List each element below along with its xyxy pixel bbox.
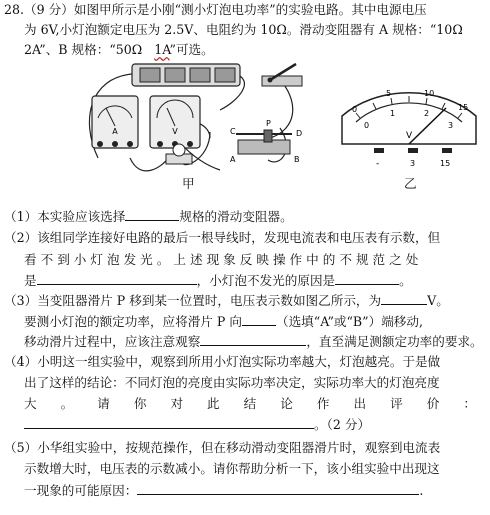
q4-word: 出 (353, 396, 367, 411)
rheostat (230, 119, 302, 164)
q1-blank[interactable] (125, 208, 179, 221)
q1 (4, 208, 293, 225)
intro-text-3c: ”可选。 (169, 42, 214, 57)
voltmeter (150, 96, 200, 148)
q4-word: 大 (24, 396, 37, 411)
q1-text-a: （1）本实验应该选择 (4, 209, 126, 224)
q2-line-1: （2）该组同学连接好电路的最后一根导线时，发现电流表和电压表有示数，但 (4, 230, 441, 245)
svg-text:C: C (230, 127, 236, 136)
svg-text:P: P (266, 119, 271, 128)
svg-text:B: B (294, 155, 300, 164)
q5-text-a: 一现象的可能原因： (24, 483, 138, 498)
q4-word: 你 (133, 396, 147, 411)
svg-text:A: A (230, 155, 236, 164)
q4-word: 作 (316, 396, 330, 411)
q4-word: ： (463, 396, 476, 411)
scale-lower-1: 1 (390, 109, 396, 118)
intro-line-3 (24, 42, 214, 58)
figure-jia-circuit (70, 60, 320, 200)
q4-word: 价 (426, 396, 440, 411)
q4-word: 请 (97, 396, 110, 411)
q4-blank[interactable] (24, 416, 314, 429)
q3-text-e: 移动滑片过程中，应该注意观察 (24, 334, 201, 349)
q3-blank-1[interactable] (381, 292, 427, 305)
scale-lower-2: 2 (424, 109, 430, 118)
q3-text-c: 要测小灯泡的额定功率，应将滑片 P 向 (24, 314, 242, 329)
scale-upper-5: 5 (386, 89, 392, 98)
q3-line-3 (24, 333, 483, 350)
q4-word: 。 (60, 396, 74, 411)
q4-line-4 (24, 416, 370, 433)
figure-yi-caption: 乙 (404, 176, 417, 191)
q3-line-1 (4, 292, 449, 309)
q4-word: 评 (390, 396, 403, 411)
ammeter (92, 96, 138, 148)
terminal-minus: - (376, 159, 380, 169)
q2-text-b: ，小灯泡不发光的原因是 (196, 273, 336, 288)
q2-line-3 (24, 272, 412, 289)
q4-word: 此 (207, 396, 220, 411)
q5-line-1: （5）小华组实验中，按规范操作，但在移动滑动变阻器滑片时，观察到电流表 (4, 440, 441, 455)
scale-lower-3: 3 (448, 121, 454, 130)
q3-blank-3[interactable] (200, 333, 306, 346)
q2-line-2: 看 不 到 小 灯 泡 发 光 。 上 述 现 象 反 映 操 作 中 的 不 规 范 之 处 (24, 252, 419, 267)
q2-text-a: 是 (24, 273, 37, 288)
q5-blank[interactable] (137, 482, 419, 495)
q3-text-f: ，直至满足测额定功率的要求。 (306, 334, 483, 349)
problem-number: 28. (4, 2, 25, 17)
q5-line-2: 示数增大时，电压表的示数减小。请你帮助分析一下，该小组实验中出现这 (24, 461, 440, 476)
q3-text-a: （3）当变阻器滑片 P 移到某一位置时，电压表示数如图乙所示，为 (4, 293, 382, 308)
q5-line-3 (24, 482, 423, 499)
svg-text:A: A (112, 127, 118, 136)
q2-blank-2[interactable] (335, 272, 399, 285)
switch (262, 64, 302, 86)
scale-upper-10: 10 (424, 89, 435, 98)
q4-word: 论 (280, 396, 293, 411)
figure-yi-voltmeter (334, 82, 484, 172)
problem-score: （9 分） (24, 2, 74, 17)
intro-line-1 (4, 2, 427, 18)
q2-blank-1[interactable] (37, 272, 197, 285)
q3-line-2 (24, 313, 423, 330)
q3-text-b: V。 (427, 293, 449, 308)
intro-line-2: 为 6V,小灯泡额定电压为 2.5V、电阻约为 10Ω。滑动变阻器有 A 规格：“10Ω (24, 22, 463, 37)
figure-jia-caption: 甲 (182, 176, 195, 191)
terminal-3: 3 (410, 159, 416, 168)
scale-upper-0: 0 (352, 105, 358, 114)
scale-lower-0: 0 (364, 121, 370, 130)
q1-text-b: 规格的滑动变阻器。 (179, 209, 293, 224)
q4-line-3 (24, 396, 476, 412)
q4-word: 结 (243, 396, 257, 411)
unit-label: V (406, 131, 413, 141)
q5-text-b: . (419, 483, 424, 498)
q3-blank-2[interactable] (242, 313, 276, 326)
svg-text:V: V (172, 127, 178, 136)
scale-upper-15: 15 (458, 103, 469, 112)
intro-text-3a: 2A”、B 规格：“50Ω (24, 42, 143, 57)
q4-line-1: （4）小明这一组实验中，观察到所用小灯泡实际功率越大，灯泡越亮。于是做 (4, 354, 441, 369)
terminal-15: 15 (440, 159, 451, 168)
q4-line-2: 出了这样的结论：不同灯泡的亮度由实际功率决定，实际功率大的灯泡亮度 (24, 375, 440, 390)
intro-text-3b: 1A (154, 42, 170, 57)
intro-text-1: 如图甲所示是小刚“测小灯泡电功率”的实验电路。其中电源电压 (73, 2, 427, 17)
q4-word: 对 (170, 396, 184, 411)
q3-text-d: （选填“A”或“B”）端移动, (275, 314, 423, 329)
q2-text-c: 。 (399, 273, 412, 288)
q4-score: 。（2 分） (314, 417, 371, 432)
svg-text:D: D (296, 129, 303, 138)
